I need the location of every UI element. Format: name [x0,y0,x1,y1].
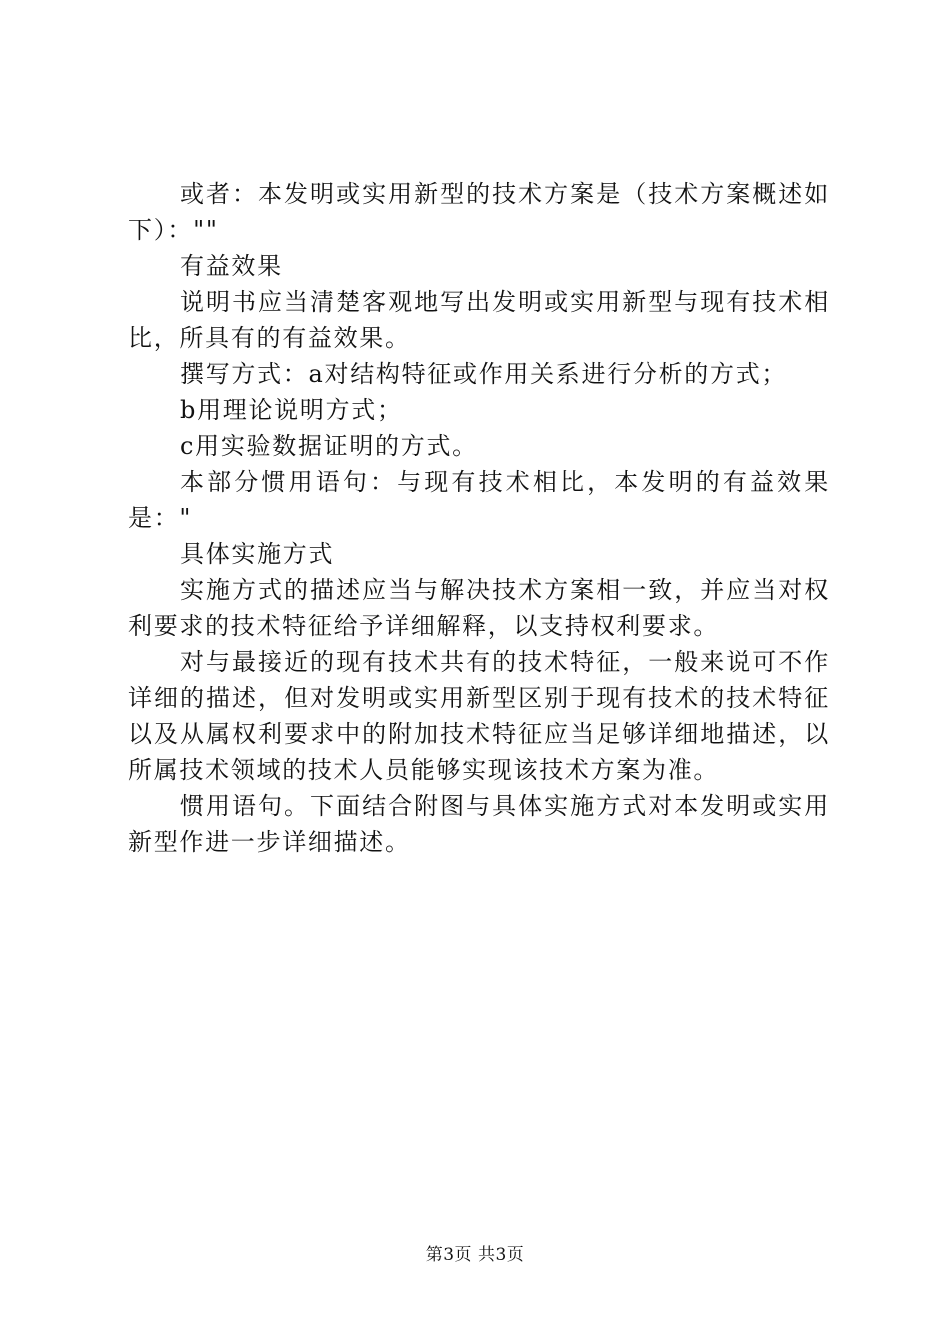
page-number: 第3页 共3页 [425,1245,525,1265]
paragraph-embodiment-description: 实施方式的描述应当与解决技术方案相一致，并应当对权利要求的技术特征给予详细解释，以支持权利要求。 [128,576,830,640]
paragraph-writing-method-a: 撰写方式：a对结构特征或作用关系进行分析的方式； [180,360,788,388]
heading-embodiments: 具体实施方式 [180,540,335,568]
paragraph-common-phrase: 本部分惯用语句：与现有技术相比，本发明的有益效果是：" [128,468,830,532]
paragraph-closing-phrase: 惯用语句。下面结合附图与具体实施方式对本发明或实用新型作进一步详细描述。 [128,792,830,856]
paragraph-writing-method-b: b用理论说明方式； [180,396,403,424]
paragraph-writing-method-c: c用实验数据证明的方式。 [180,432,478,460]
paragraph-technical-features: 对与最接近的现有技术共有的技术特征，一般来说可不作详细的描述，但对发明或实用新型区别于现有技术的技术特征以及从属权利要求中的附加技术特征应当足够详细地描述，以所属技术领域的技术人员能够实现该技术方案为准。 [128,648,830,784]
paragraph-effects-description: 说明书应当清楚客观地写出发明或实用新型与现有技术相比，所具有的有益效果。 [128,288,830,352]
document-body [128,176,830,860]
paragraph-technical-solution: 或者：本发明或实用新型的技术方案是（技术方案概述如下）："" [128,180,830,244]
heading-beneficial-effects: 有益效果 [180,252,283,280]
